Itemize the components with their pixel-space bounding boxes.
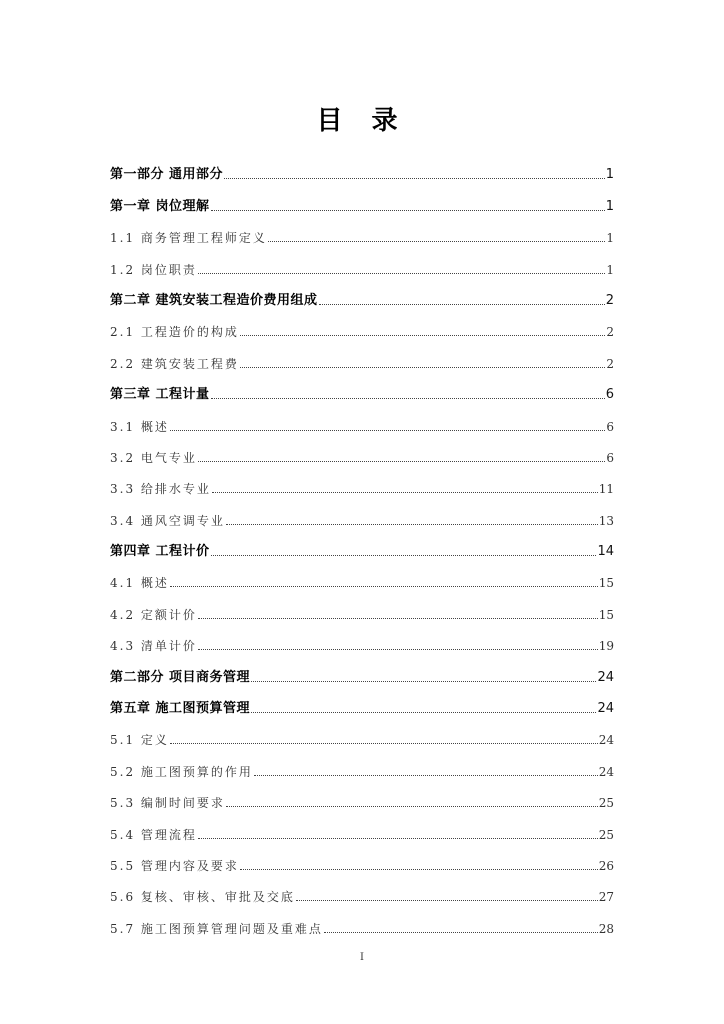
toc-entry-page-number: 6 [605, 387, 614, 403]
toc-dot-leader [170, 743, 598, 744]
toc-entry-minor[interactable] [110, 874, 614, 905]
footer-page-number: I [360, 952, 364, 963]
toc-entry-label: 5.4 管理流程 [110, 827, 197, 842]
toc-entry-label: 2.1 工程造价的构成 [110, 325, 239, 340]
toc-dot-leader [226, 524, 598, 525]
toc-dot-leader [170, 430, 605, 431]
toc-entry-page-number: 24 [598, 733, 614, 748]
toc-entry-major[interactable] [110, 152, 614, 183]
toc-dot-leader [198, 649, 598, 650]
toc-entry-label: 第一章 岗位理解 [110, 198, 210, 214]
toc-entry-label: 2.2 建筑安装工程费 [110, 356, 239, 371]
toc-entry-minor[interactable] [110, 905, 614, 936]
toc-entry-label: 第一部分 通用部分 [110, 167, 224, 183]
toc-entry-minor[interactable] [110, 748, 614, 779]
toc-dot-leader [324, 932, 598, 933]
toc-dot-leader [251, 681, 596, 682]
toc-entry-label: 第二部分 项目商务管理 [110, 669, 251, 685]
toc-entry-label: 1.1 商务管理工程师定义 [110, 231, 267, 246]
toc-entry-label: 5.2 施工图预算的作用 [110, 764, 253, 779]
toc-entry-page-number: 6 [606, 419, 614, 434]
toc-entry-page-number: 15 [598, 607, 614, 622]
toc-entry-page-number: 24 [597, 669, 614, 685]
toc-dot-leader [211, 555, 597, 556]
toc-dot-leader [212, 492, 598, 493]
toc-entry-page-number: 19 [598, 639, 614, 654]
toc-entry-minor[interactable] [110, 717, 614, 748]
toc-entry-page-number: 26 [598, 858, 614, 873]
toc-dot-leader [251, 712, 596, 713]
toc-entry-label: 3.2 电气专业 [110, 450, 197, 465]
toc-entry-page-number: 15 [598, 576, 614, 591]
toc-entry-major[interactable] [110, 183, 614, 214]
toc-entry-minor[interactable] [110, 623, 614, 654]
toc-entry-minor[interactable] [110, 246, 614, 277]
toc-entry-minor[interactable] [110, 843, 614, 874]
toc-entry-page-number: 28 [598, 921, 614, 936]
toc-entry-major[interactable] [110, 278, 614, 309]
toc-dot-leader [211, 398, 605, 399]
toc-dot-leader [240, 335, 605, 336]
toc-entry-major[interactable] [110, 654, 614, 685]
toc-entry-page-number: 6 [606, 450, 614, 465]
toc-entry-minor[interactable] [110, 560, 614, 591]
toc-entry-label: 第四章 工程计价 [110, 544, 210, 560]
toc-entry-minor[interactable] [110, 403, 614, 434]
toc-entry-label: 第三章 工程计量 [110, 387, 210, 403]
toc-dot-leader [240, 367, 605, 368]
toc-dot-leader [226, 806, 598, 807]
toc-entry-minor[interactable] [110, 497, 614, 528]
toc-entry-label: 第二章 建筑安装工程造价费用组成 [110, 292, 318, 308]
page-title: 目 录 [316, 106, 408, 136]
toc-entry-label: 4.1 概述 [110, 576, 169, 591]
toc-entry-label: 5.6 复核、审核、审批及交底 [110, 890, 295, 905]
toc-entry-page-number: 2 [605, 292, 614, 308]
toc-entry-page-number: 25 [598, 796, 614, 811]
toc-entry-label: 5.3 编制时间要求 [110, 796, 225, 811]
toc-entry-minor[interactable] [110, 811, 614, 842]
toc-entry-label: 3.3 给排水专业 [110, 482, 211, 497]
toc-entry-major[interactable] [110, 686, 614, 717]
toc-entry-page-number: 11 [598, 482, 614, 497]
toc-entry-page-number: 2 [606, 356, 614, 371]
toc-entry-page-number: 24 [598, 764, 614, 779]
toc-entry-page-number: 27 [598, 890, 614, 905]
toc-entry-label: 5.7 施工图预算管理问题及重难点 [110, 921, 323, 936]
toc-entry-label: 5.1 定义 [110, 733, 169, 748]
toc-dot-leader [198, 273, 605, 274]
toc-entry-page-number: 1 [606, 262, 614, 277]
toc-entry-label: 3.1 概述 [110, 419, 169, 434]
toc-dot-leader [268, 241, 605, 242]
toc-dot-leader [224, 178, 605, 179]
toc-dot-leader [211, 210, 605, 211]
toc-entry-minor[interactable] [110, 215, 614, 246]
toc-entry-page-number: 1 [605, 198, 614, 214]
toc-dot-leader [170, 586, 598, 587]
toc-entry-minor[interactable] [110, 780, 614, 811]
toc-dot-leader [198, 618, 598, 619]
toc-dot-leader [198, 838, 598, 839]
toc-entry-minor[interactable] [110, 340, 614, 371]
toc-entry-minor[interactable] [110, 435, 614, 466]
toc-entry-minor[interactable] [110, 466, 614, 497]
toc-list [110, 152, 614, 937]
toc-entry-page-number: 14 [597, 544, 614, 560]
toc-entry-major[interactable] [110, 372, 614, 403]
toc-entry-minor[interactable] [110, 309, 614, 340]
toc-entry-label: 5.5 管理内容及要求 [110, 858, 239, 873]
toc-entry-label: 3.4 通风空调专业 [110, 513, 225, 528]
toc-entry-minor[interactable] [110, 591, 614, 622]
toc-entry-label: 1.2 岗位职责 [110, 262, 197, 277]
toc-entry-page-number: 2 [606, 325, 614, 340]
toc-entry-page-number: 1 [606, 231, 614, 246]
toc-dot-leader [319, 304, 605, 305]
toc-entry-page-number: 24 [597, 701, 614, 717]
toc-entry-page-number: 13 [598, 513, 614, 528]
toc-entry-page-number: 1 [605, 167, 614, 183]
toc-dot-leader [198, 461, 605, 462]
toc-entry-major[interactable] [110, 529, 614, 560]
toc-dot-leader [254, 775, 598, 776]
toc-entry-label: 4.3 清单计价 [110, 639, 197, 654]
toc-entry-label: 第五章 施工图预算管理 [110, 701, 251, 717]
toc-dot-leader [240, 869, 598, 870]
toc-dot-leader [296, 900, 598, 901]
toc-entry-label: 4.2 定额计价 [110, 607, 197, 622]
toc-entry-page-number: 25 [598, 827, 614, 842]
